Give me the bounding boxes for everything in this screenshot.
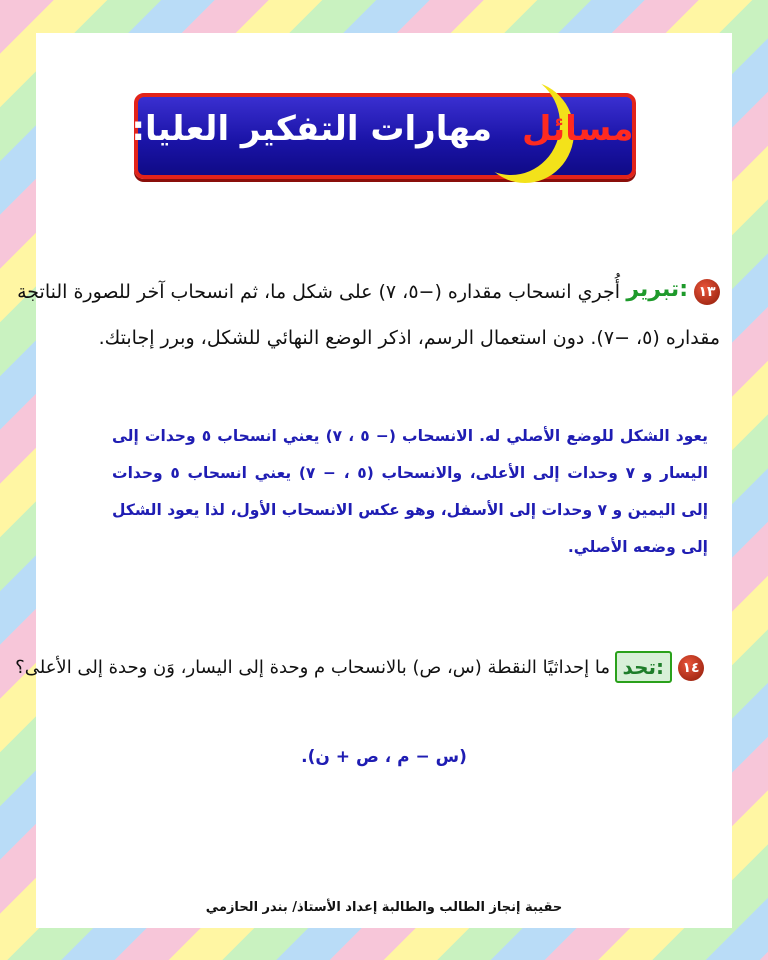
banner-red-title: مسائل — [522, 109, 634, 149]
worksheet-card — [15, 33, 732, 928]
answer-13: يعود الشكل للوضع الأصلي له. الانسحاب (− ٥ ، ٧) يعني انسحاب ٥ وحدات إلى اليسار و ٧ وحدات إلى الأعلى، والانسحاب (٥ ، − ٧) يعني انسحاب ٥ وحدات إلى اليمين و ٧ وحدات إلى الأسفل، وهو عكس الانسحاب الأول، لذا يعود الشكل إلى وضعه الأصلي. — [112, 427, 709, 556]
question-number-13: ١٣ — [694, 279, 720, 305]
question-number-14: ١٤ — [678, 655, 704, 681]
answer-14: (س − م ، ص + ن). — [301, 747, 467, 767]
question-label-reasoning: تبرير: — [626, 277, 688, 302]
question-14-text: ما إحداثيًا النقطة (س، ص) بالانسحاب م وحدة إلى اليسار، وَن وحدة إلى الأعلى؟ — [15, 657, 610, 678]
question-13-line-1: أُجري انسحاب مقداره (−٥، ٧) على شكل ما، ثم انسحاب آخر للصورة الناتجة — [17, 281, 620, 303]
banner-white-title: مهارات التفكير العليا: — [131, 109, 492, 149]
question-label-challenge: تحد: — [615, 651, 672, 683]
question-13-line-2: مقداره (٥، −٧). دون استعمال الرسم، اذكر الوضع النهائي للشكل، وبرر إجابتك. — [98, 327, 720, 349]
footer-credit: حقيبة إنجاز الطالب والطالبة إعداد الأستاذ/ بندر الحازمي — [205, 900, 563, 915]
